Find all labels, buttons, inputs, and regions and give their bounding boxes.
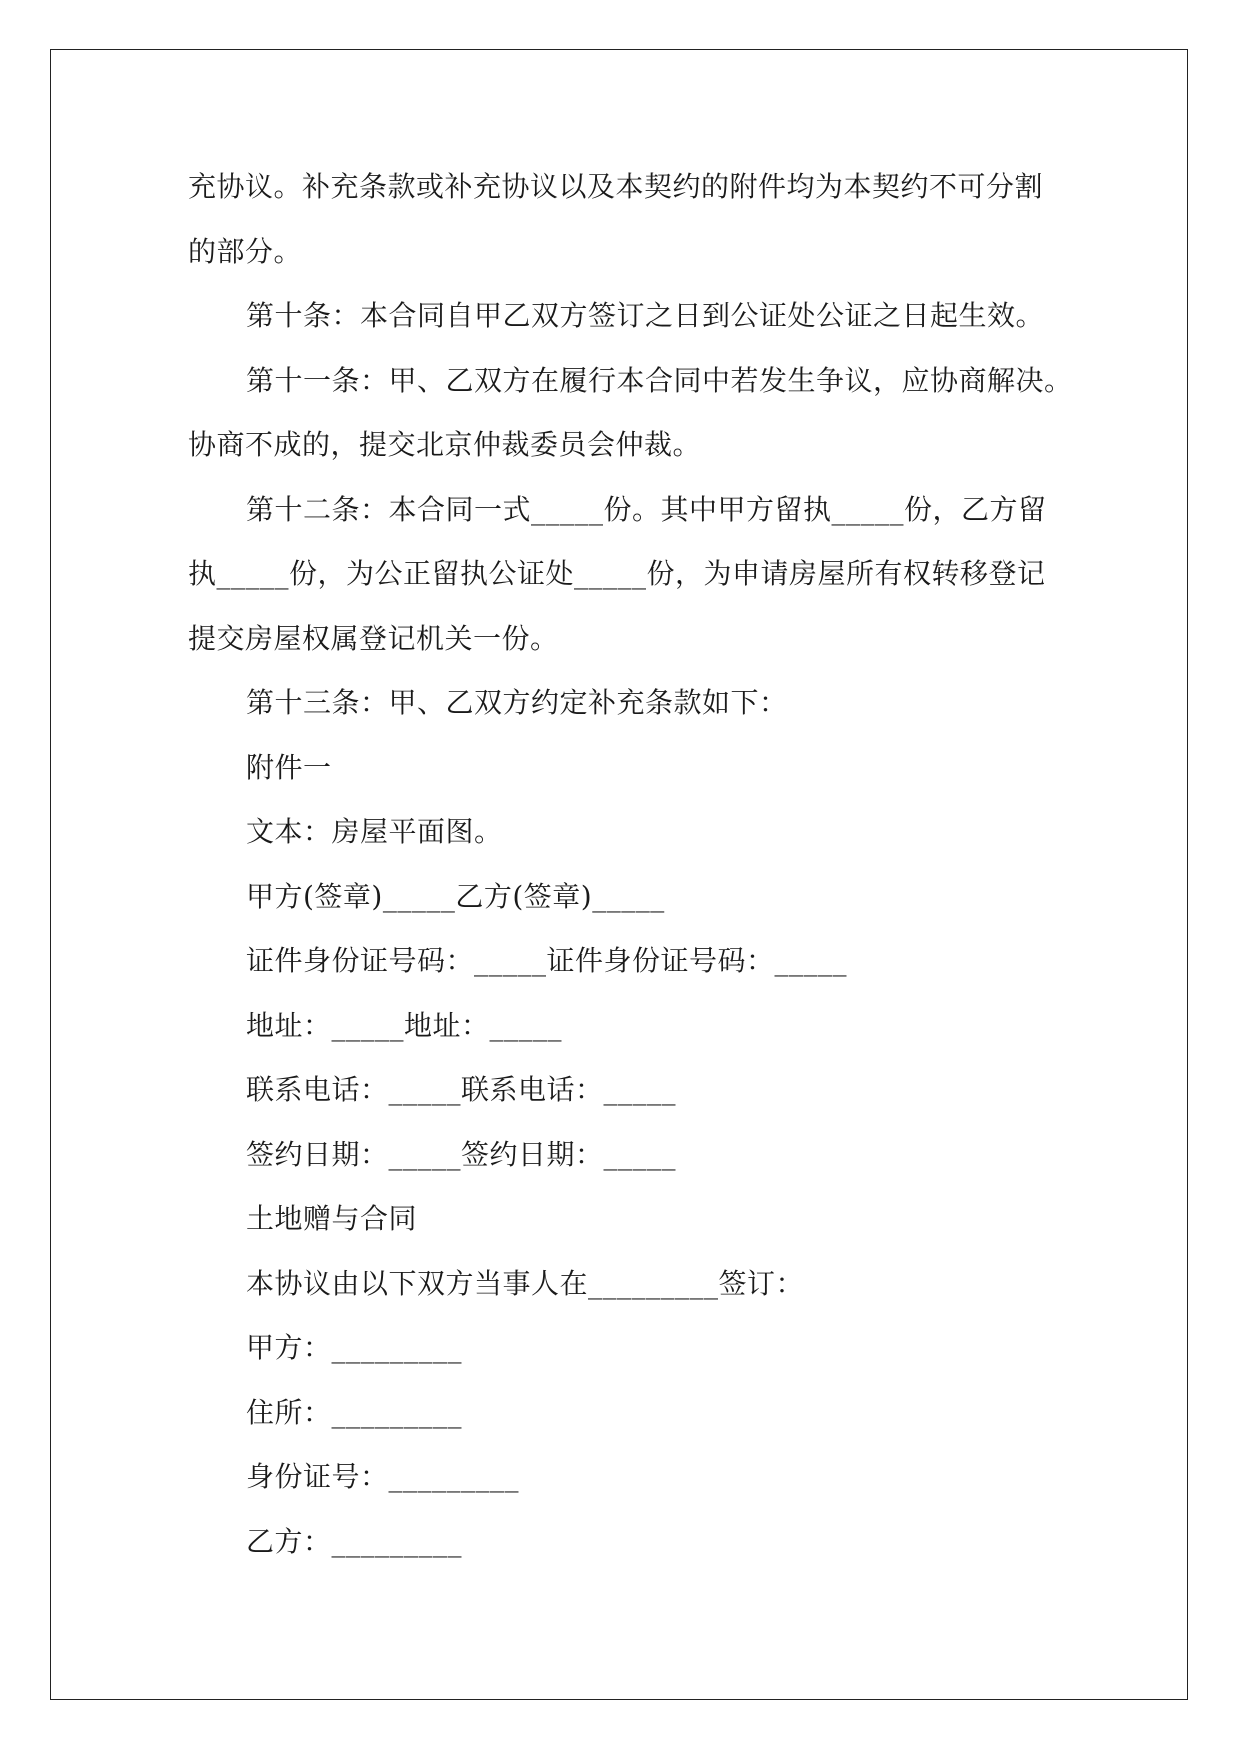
paragraph-line: 提交房屋权属登记机关一份。 xyxy=(188,621,559,655)
agreement-intro: 本协议由以下双方当事人在_________签订： xyxy=(246,1266,805,1300)
article-11: 第十一条：甲、乙双方在履行本合同中若发生争议，应协商解决。 xyxy=(246,363,1073,397)
party-b-line: 乙方：_________ xyxy=(246,1524,463,1558)
id-number-line: 证件身份证号码：_____证件身份证号码：_____ xyxy=(246,944,848,977)
attachment-heading: 附件一 xyxy=(246,750,332,784)
signature-line: 甲方(签章)_____乙方(签章)_____ xyxy=(246,879,665,913)
section-title: 土地赠与合同 xyxy=(246,1202,418,1235)
article-13: 第十三条：甲、乙双方约定补充条款如下： xyxy=(246,686,788,719)
paragraph-line: 的部分。 xyxy=(188,234,303,268)
article-12: 第十二条：本合同一式_____份。其中甲方留执_____份，乙方留 xyxy=(246,492,1047,526)
paragraph-line: 执_____份，为公正留执公证处_____份，为申请房屋所有权转移登记 xyxy=(188,557,1046,590)
party-a-line: 甲方：_________ xyxy=(246,1331,463,1364)
residence-line: 住所：_________ xyxy=(246,1395,463,1429)
article-10: 第十条：本合同自甲乙双方签订之日到公证处公证之日起生效。 xyxy=(246,299,1045,332)
signing-date-line: 签约日期：_____签约日期：_____ xyxy=(246,1137,677,1171)
document-body xyxy=(188,155,1073,1574)
phone-line: 联系电话：_____联系电话：_____ xyxy=(246,1073,677,1106)
paragraph-line: 协商不成的，提交北京仲裁委员会仲裁。 xyxy=(188,428,702,461)
paragraph-line: 充协议。补充条款或补充协议以及本契约的附件均为本契约不可分割 xyxy=(188,170,1044,203)
id-card-line: 身份证号：_________ xyxy=(246,1460,520,1493)
address-line: 地址：_____地址：_____ xyxy=(246,1008,563,1042)
attachment-text: 文本：房屋平面图。 xyxy=(246,815,503,848)
